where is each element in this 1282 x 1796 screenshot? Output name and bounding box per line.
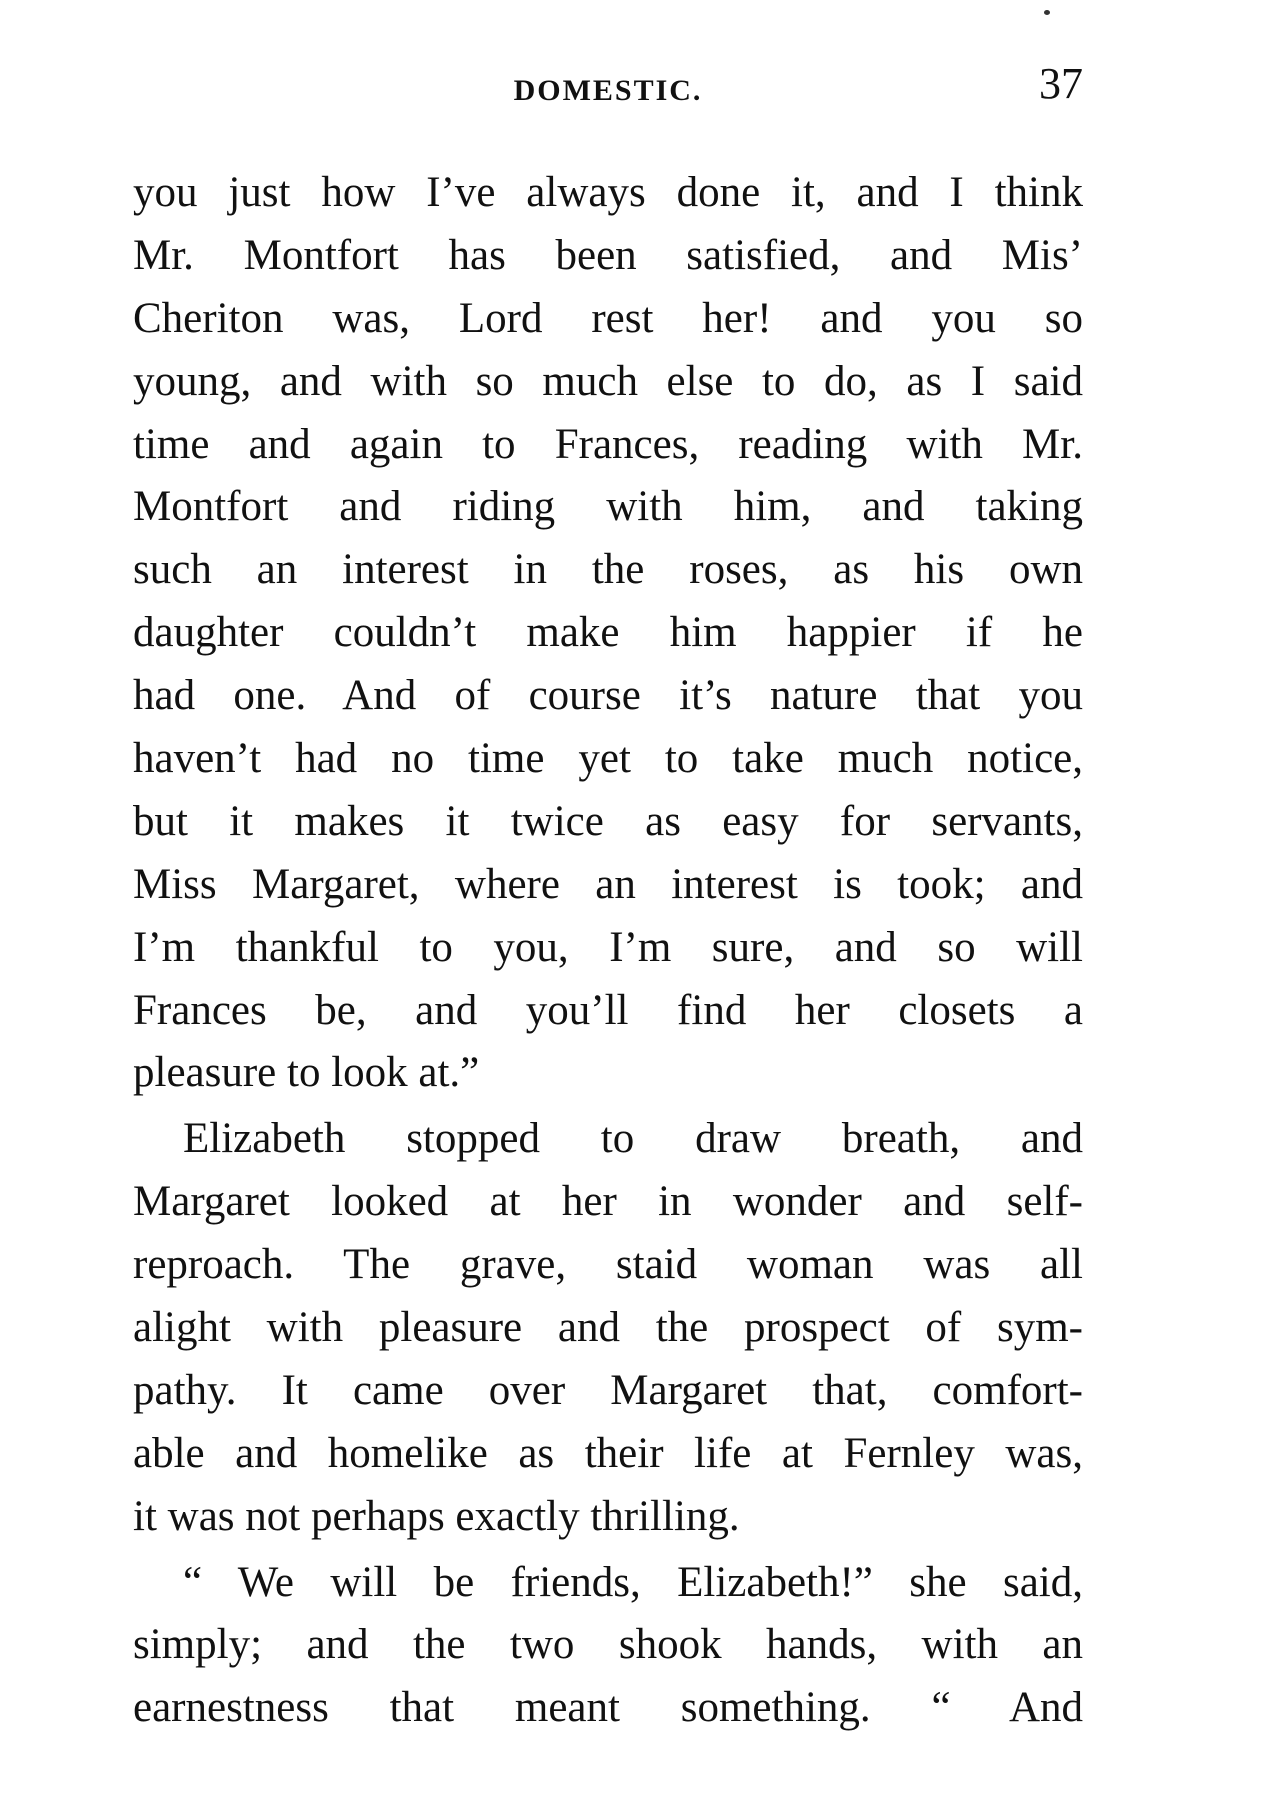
text-line: Cheriton was, Lord rest her! and you so [133, 294, 1083, 342]
text-line: reproach. The grave, staid woman was all [133, 1241, 1083, 1289]
text-line: Miss Margaret, where an interest is took; and [133, 860, 1083, 908]
body-text [133, 162, 1083, 1740]
running-head-title: DOMESTIC. [513, 74, 703, 107]
text-line: daughter couldn’t make him happier if he [133, 609, 1083, 657]
text-line: time and again to Frances, reading with Mr. [133, 420, 1083, 468]
text-line: young, and with so much else to do, as I said [133, 357, 1083, 405]
ink-speck [1044, 10, 1050, 15]
text-line: had one. And of course it’s nature that you [133, 672, 1083, 720]
paragraph-end-line: pleasure to look at.” [133, 1049, 480, 1097]
text-line: you just how I’ve always done it, and I think [133, 169, 1083, 216]
text-line: pathy. It came over Margaret that, comfort- [133, 1366, 1083, 1414]
text-line: Margaret looked at her in wonder and self- [133, 1178, 1083, 1226]
page-number: 37 [1039, 59, 1083, 108]
text-line: I’m thankful to you, I’m sure, and so will [133, 923, 1083, 971]
text-line: able and homelike as their life at Fernley was, [133, 1429, 1083, 1477]
text-line: Mr. Montfort has been satisfied, and Mis’ [133, 231, 1083, 279]
text-line: simply; and the two shook hands, with an [133, 1621, 1083, 1669]
text-line: alight with pleasure and the prospect of sym- [133, 1304, 1083, 1352]
text-line: Frances be, and you’ll find her closets a [133, 986, 1083, 1034]
text-line: haven’t had no time yet to take much notice, [133, 735, 1083, 783]
paragraph-start-line: Elizabeth stopped to draw breath, and [183, 1115, 1083, 1163]
text-line: Montfort and riding with him, and taking [133, 483, 1083, 531]
text-line: but it makes it twice as easy for servants, [133, 797, 1083, 845]
paragraph-end-line: it was not perhaps exactly thrilling. [133, 1492, 740, 1540]
running-head [133, 59, 1083, 122]
text-line: earnestness that meant something. “ And [133, 1684, 1083, 1732]
paragraph-start-line: “ We will be friends, Elizabeth!” she said, [183, 1558, 1083, 1606]
text-line: such an interest in the roses, as his own [133, 546, 1083, 594]
